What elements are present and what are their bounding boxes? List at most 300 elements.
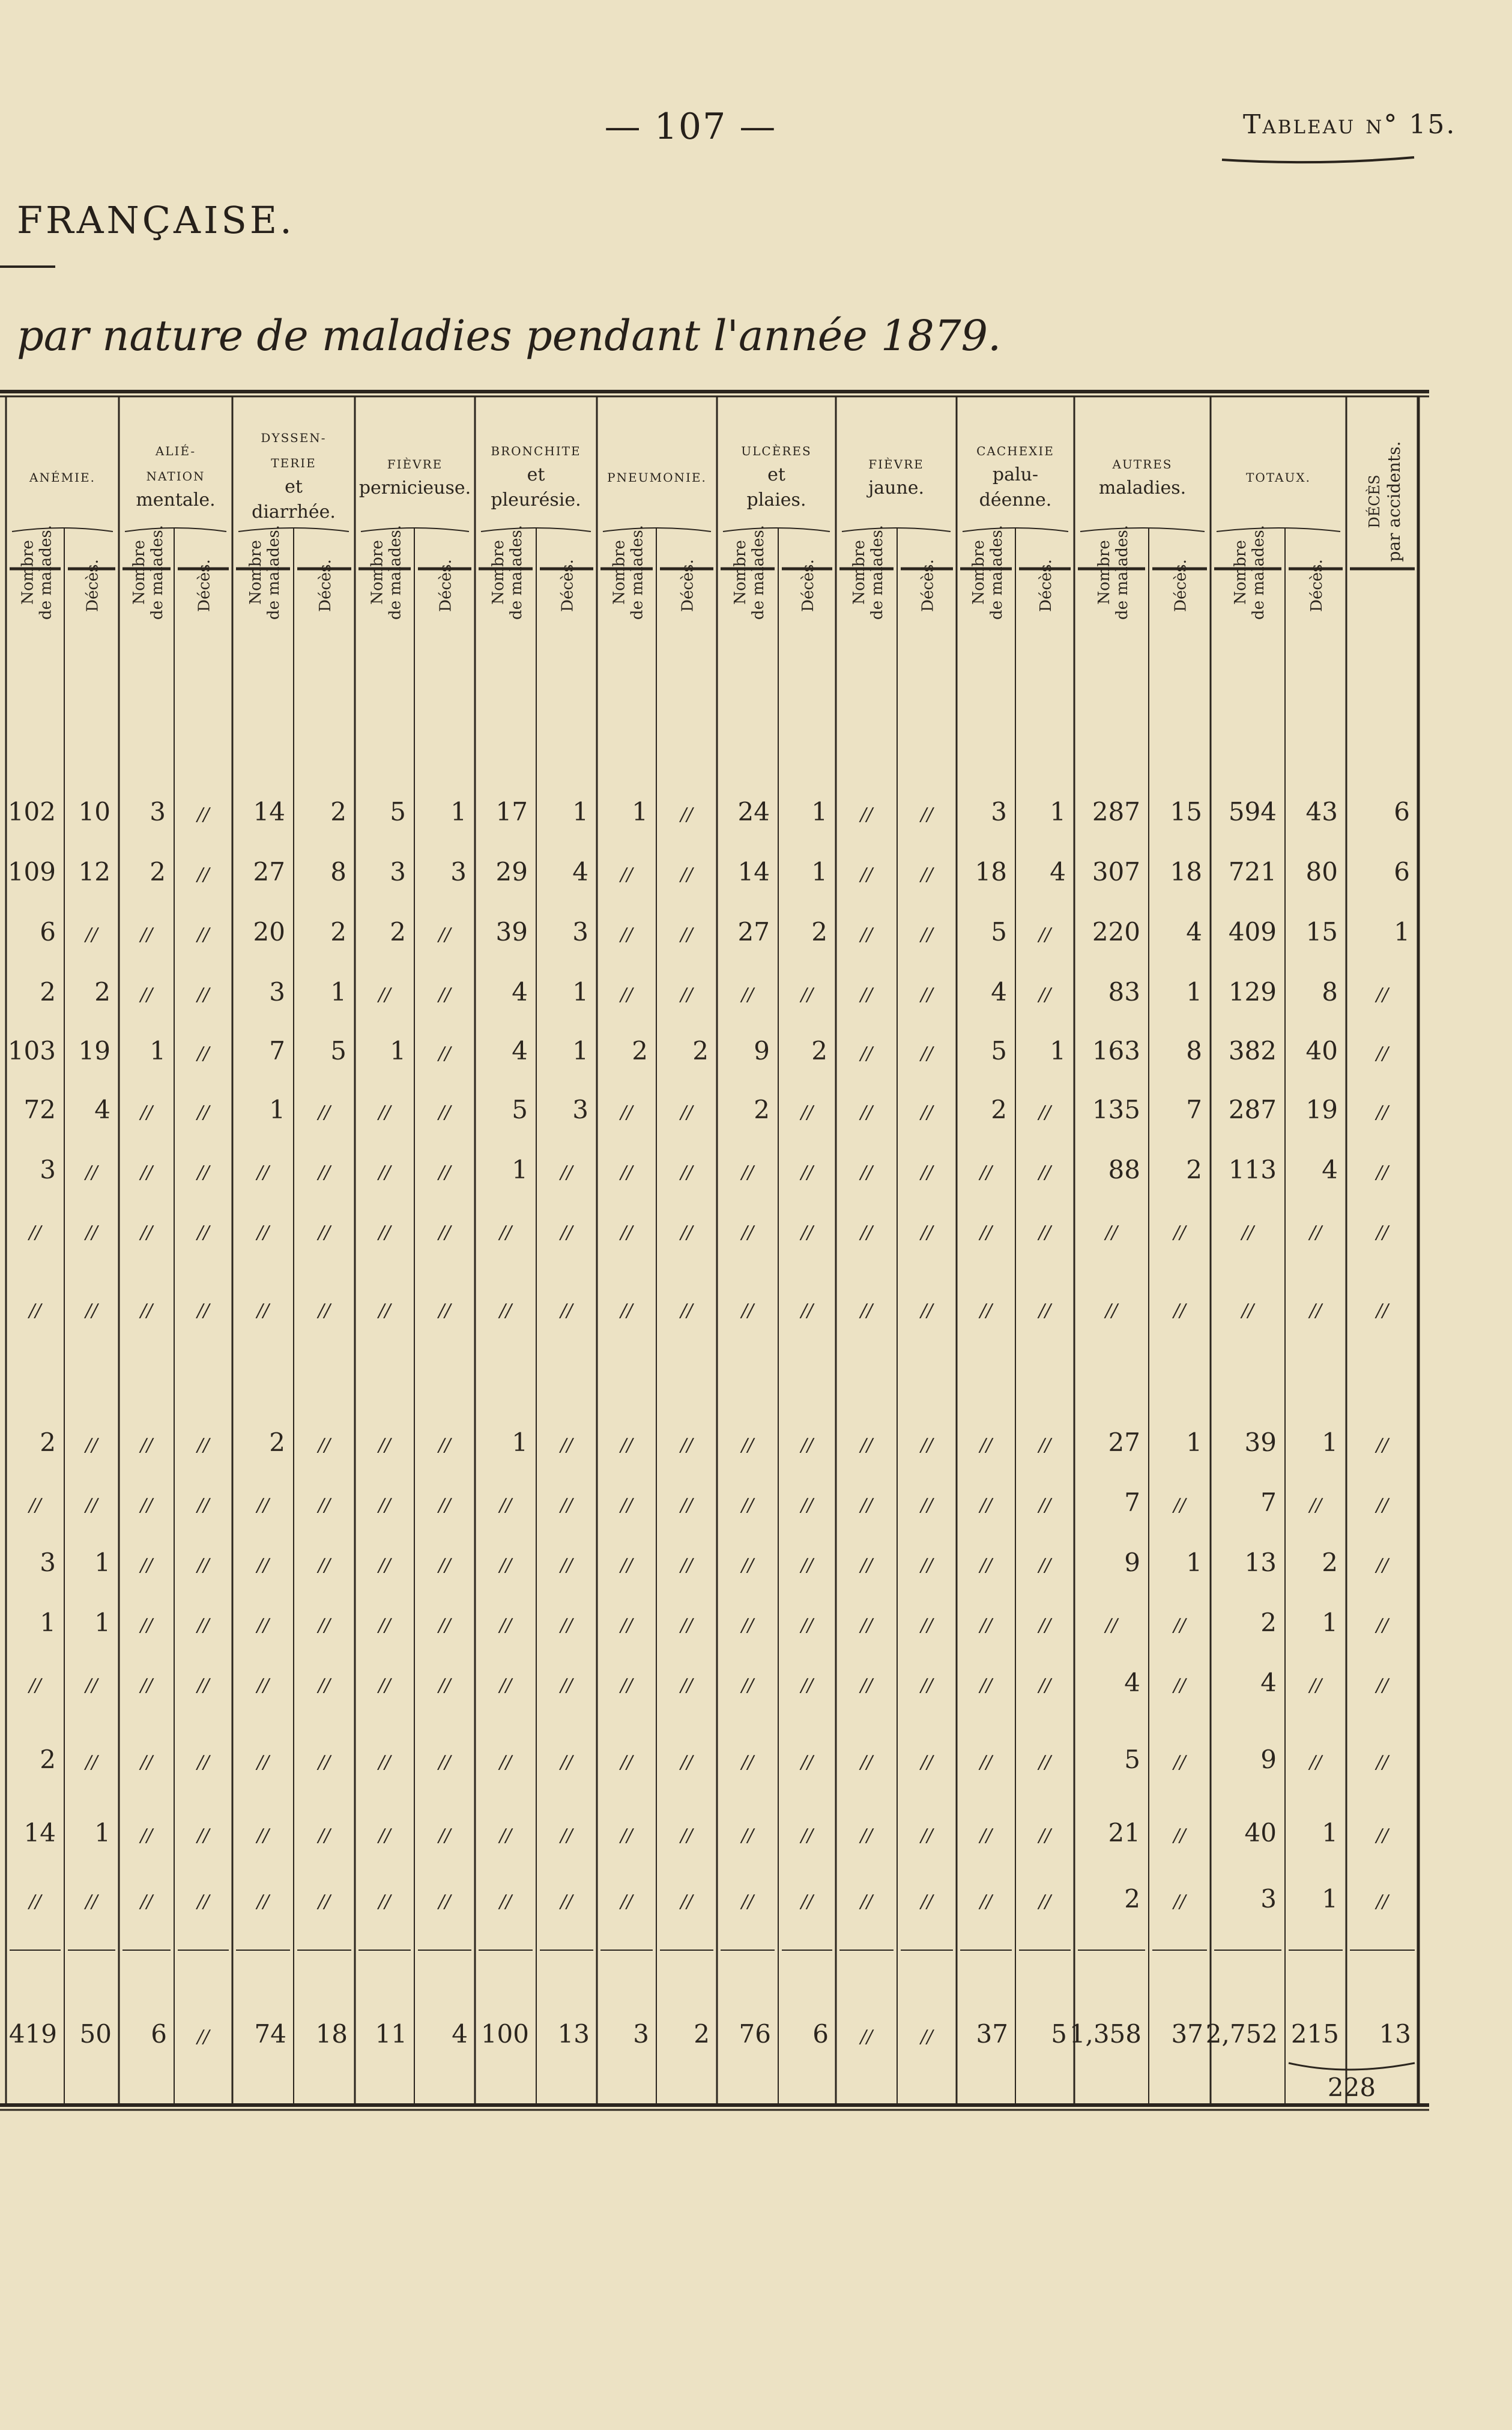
table-cell: // [860, 984, 873, 1005]
table-cell: // [1376, 1675, 1389, 1696]
total-cell: 3 [633, 2019, 649, 2049]
table-cell: // [680, 1162, 693, 1183]
subheader-line: de malades. [386, 525, 405, 620]
table-cell: 2 [330, 797, 346, 826]
table-cell: // [860, 864, 873, 885]
table-cell: // [560, 1891, 573, 1912]
header-line: et [285, 476, 303, 497]
table-cell: // [197, 1752, 210, 1773]
table-cell: 1 [632, 797, 648, 826]
total-cell: 215 [1290, 2019, 1339, 2049]
table-cell: // [1376, 1162, 1389, 1183]
table-cell: 72 [23, 1095, 56, 1124]
table-cell: // [979, 1891, 993, 1912]
table-cell: // [378, 1300, 391, 1321]
table-cell: 109 [7, 857, 56, 886]
table-cell: // [378, 1102, 391, 1123]
table-cell: // [921, 1495, 933, 1516]
table-cell: // [197, 1891, 210, 1912]
table-cell: 287 [1228, 1095, 1277, 1124]
table-cell: // [921, 1043, 933, 1064]
table-cell: // [438, 1222, 451, 1243]
table-cell: // [197, 1222, 210, 1243]
total-cell: // [921, 2026, 933, 2047]
table-cell: // [680, 1102, 693, 1123]
table-cell: // [1241, 1300, 1254, 1321]
table-cell: 1 [572, 977, 588, 1007]
table-cell: // [1105, 1222, 1118, 1243]
table-cell: 113 [1228, 1155, 1277, 1184]
table-cell: // [620, 1435, 633, 1456]
total-cell: 76 [739, 2019, 771, 2049]
table-cell: // [140, 1102, 153, 1123]
header-line: plaies. [746, 489, 806, 511]
table-cell: 40 [1305, 1036, 1338, 1065]
table-cell: // [741, 984, 754, 1005]
table-cell: 3 [991, 797, 1007, 826]
table-cell: 6 [40, 917, 56, 947]
table-cell: 8 [330, 857, 346, 886]
table-cell: // [741, 1752, 754, 1773]
table-cell: // [741, 1162, 754, 1183]
table-cell: // [197, 1043, 210, 1064]
table-cell: 2 [40, 1428, 56, 1457]
subheader-line: Nombre [1232, 540, 1250, 605]
table-cell: // [378, 1555, 391, 1576]
table-cell: // [318, 1222, 331, 1243]
table-cell: // [197, 1300, 210, 1321]
table-cell: // [318, 1435, 331, 1456]
table-cell: // [741, 1891, 754, 1912]
table-cell: // [741, 1435, 754, 1456]
table-cell: // [860, 1435, 873, 1456]
table-cell: // [620, 1891, 633, 1912]
table-cell: // [499, 1825, 512, 1846]
table-cell: 1 [1394, 917, 1410, 947]
table-cell: // [318, 1675, 331, 1696]
table-cell: // [800, 1102, 814, 1123]
table-cell: 2 [811, 917, 827, 947]
table-cell: // [680, 984, 693, 1005]
table-cell: // [921, 1752, 933, 1773]
header-brace [723, 528, 830, 532]
table-cell: 4 [1124, 1668, 1140, 1697]
table-cell: // [140, 1300, 153, 1321]
table-cell: // [29, 1675, 41, 1696]
table-cell: // [378, 984, 391, 1005]
total-cell: // [860, 2026, 873, 2047]
table-cell: 29 [495, 857, 528, 886]
subheader-line: Décès. [1037, 559, 1055, 612]
table-cell: // [1173, 1675, 1186, 1696]
table-cell: // [256, 1162, 270, 1183]
table-cell: 287 [1092, 797, 1140, 826]
table-cell: // [256, 1300, 270, 1321]
subheader-line: de malades. [1250, 525, 1268, 620]
table-cell: 1 [330, 977, 346, 1007]
subheader-deces [1037, 559, 1055, 612]
table-cell: // [378, 1752, 391, 1773]
table-cell: // [1173, 1752, 1186, 1773]
table-cell: 40 [1244, 1818, 1277, 1847]
table-cell: // [378, 1162, 391, 1183]
table-cell: // [741, 1615, 754, 1636]
table-cell: // [140, 1675, 153, 1696]
table-cell: // [680, 1891, 693, 1912]
subheader-line: de malades. [749, 525, 767, 620]
table-cell: 3 [40, 1548, 56, 1577]
table-cell: 18 [975, 857, 1007, 886]
table-cell: // [1173, 1825, 1186, 1846]
subheader-nombre [489, 525, 525, 620]
table-cell: // [860, 924, 873, 945]
table-cell: 19 [78, 1036, 110, 1065]
table-cell: 5 [512, 1095, 528, 1124]
total-cell: 37 [1171, 2019, 1203, 2049]
subheader-line: Nombre [247, 540, 265, 605]
table-cell: // [921, 1825, 933, 1846]
table-cell: // [1376, 1825, 1389, 1846]
table-cell: // [499, 1222, 512, 1243]
subheader-nombre [611, 525, 647, 620]
table-cell: // [85, 1752, 98, 1773]
table-cell: // [800, 1555, 814, 1576]
subheader-line: Nombre [731, 540, 749, 605]
table-cell: // [1173, 1615, 1186, 1636]
table-cell: // [741, 1300, 754, 1321]
table-cell: // [741, 1825, 754, 1846]
subheader-deces [799, 559, 817, 612]
table-cell: 4 [94, 1095, 110, 1124]
table-cell: // [860, 1495, 873, 1516]
table-cell: 27 [1108, 1428, 1140, 1457]
subheader-nombre [247, 525, 283, 620]
total-cell: 1,358 [1069, 2019, 1142, 2049]
table-cell: 2 [40, 1745, 56, 1774]
table-cell: 2 [991, 1095, 1007, 1124]
table-cell: // [438, 1825, 451, 1846]
total-cell: 4 [452, 2019, 468, 2049]
header-line: par accidents. [1384, 441, 1404, 562]
total-cell: 5 [1051, 2019, 1067, 2049]
table-cell: // [197, 984, 210, 1005]
table-cell: // [680, 864, 693, 885]
table-cell: 9 [754, 1036, 770, 1065]
table-cell: 7 [1260, 1488, 1277, 1517]
table-cell: // [256, 1555, 270, 1576]
subheader-deces [559, 559, 577, 612]
subheader-line: Décès. [558, 559, 577, 612]
table-cell: // [921, 984, 933, 1005]
table-cell: 80 [1305, 857, 1338, 886]
table-cell: // [256, 1495, 270, 1516]
table-cell: // [979, 1675, 993, 1696]
table-cell: 3 [450, 857, 467, 886]
total-cell: 13 [557, 2019, 590, 2049]
header-line: maladies. [1098, 477, 1187, 498]
table-cell: // [318, 1102, 331, 1123]
table-cell: // [800, 1300, 814, 1321]
table-cell: // [800, 1675, 814, 1696]
table-cell: 129 [1228, 977, 1277, 1007]
table-cell: 163 [1092, 1036, 1140, 1065]
table-cell: // [921, 1102, 933, 1123]
table-cell: 5 [390, 797, 406, 826]
table-cell: // [378, 1615, 391, 1636]
table-cell: // [1376, 1222, 1389, 1243]
subheader-line: Décès. [437, 559, 455, 612]
table-cell: 1 [811, 797, 827, 826]
table-cell: 2 [632, 1036, 648, 1065]
header-brace [1217, 528, 1340, 532]
table-cell: 1 [1186, 1548, 1202, 1577]
table-cell: // [680, 1675, 693, 1696]
table-cell: // [1376, 1495, 1389, 1516]
table-cell: // [1038, 1222, 1051, 1243]
table-cell: // [438, 1752, 451, 1773]
table-cell: 1 [1186, 977, 1202, 1007]
header-line: mentale. [136, 489, 216, 511]
table-cell: // [438, 924, 451, 945]
subheader-line: Nombre [130, 540, 148, 605]
table-cell: // [921, 1615, 933, 1636]
table-cell: // [620, 1102, 633, 1123]
table-cell: // [800, 1435, 814, 1456]
table-cell: // [979, 1825, 993, 1846]
table-cell: // [620, 984, 633, 1005]
table-cell: // [741, 1675, 754, 1696]
total-cell: 50 [79, 2019, 112, 2049]
header-line: DÉCÈS [1366, 474, 1383, 529]
table-cell: 1 [94, 1608, 110, 1637]
table-cell: 2 [390, 917, 406, 947]
table-cell: 4 [1322, 1155, 1338, 1184]
table-cell: 15 [1170, 797, 1202, 826]
table-cell: // [860, 1825, 873, 1846]
table-cell: // [1376, 1555, 1389, 1576]
table-cell: // [620, 1555, 633, 1576]
table-cell: // [1376, 1300, 1389, 1321]
table-cell: 6 [1394, 857, 1410, 886]
table-cell: // [1038, 1752, 1051, 1773]
section-title: FRANÇAISE. [17, 198, 295, 242]
header-line: déenne. [979, 489, 1052, 511]
table-cell: 1 [150, 1036, 166, 1065]
table-cell: 1 [811, 857, 827, 886]
total-cell: 74 [254, 2019, 286, 2049]
table-cell: // [140, 1495, 153, 1516]
table-cell: // [29, 1222, 41, 1243]
table-cell: // [85, 1495, 98, 1516]
table-cell: // [140, 1891, 153, 1912]
subheader-deces [1308, 559, 1326, 612]
table-cell: // [197, 1495, 210, 1516]
table-cell: 1 [1050, 797, 1066, 826]
table-cell: // [378, 1435, 391, 1456]
subheader-line: Décès. [316, 559, 334, 612]
subheader-line: Nombre [970, 540, 988, 605]
table-cell: // [1105, 1300, 1118, 1321]
table-cell: // [1038, 1555, 1051, 1576]
table-cell: 2 [754, 1095, 770, 1124]
table-cell: 1 [94, 1818, 110, 1847]
table-cell: 102 [7, 797, 56, 826]
header-brace [842, 528, 951, 532]
table-cell: // [860, 1300, 873, 1321]
table-cell: // [1038, 1825, 1051, 1846]
table-cell: // [620, 1752, 633, 1773]
table-cell: // [560, 1825, 573, 1846]
table-cell: // [620, 1495, 633, 1516]
section-rule [0, 265, 55, 268]
table-cell: 2 [1124, 1884, 1140, 1913]
table-cell: // [560, 1615, 573, 1636]
table-cell: // [1376, 1752, 1389, 1773]
table-cell: // [1376, 1043, 1389, 1064]
table-cell: // [438, 1615, 451, 1636]
table-cell: 13 [1244, 1548, 1277, 1577]
subheader-line: Décès. [83, 559, 102, 612]
total-cell: // [197, 2026, 210, 2047]
table-cell: 83 [1108, 977, 1140, 1007]
table-cell: // [860, 1891, 873, 1912]
table-cell: // [378, 1891, 391, 1912]
header-line: ULCÈRES [741, 444, 812, 458]
table-cell: // [85, 1891, 98, 1912]
table-cell: // [680, 1825, 693, 1846]
table-cell: // [378, 1495, 391, 1516]
subheader-line: de malades. [148, 525, 166, 620]
table-cell: 4 [512, 977, 528, 1007]
table-cell: 1 [572, 797, 588, 826]
header-line: diarrhée. [252, 501, 336, 523]
table-cell: // [140, 1555, 153, 1576]
table-cell: // [499, 1615, 512, 1636]
table-cell: // [680, 1300, 693, 1321]
table-cell: // [680, 1435, 693, 1456]
header-brace [125, 528, 226, 532]
table-cell: // [256, 1615, 270, 1636]
table-cell: // [921, 1435, 933, 1456]
subheader-deces [919, 559, 937, 612]
table-cell: // [800, 1495, 814, 1516]
header-line: et [527, 464, 545, 485]
table-cell: // [318, 1162, 331, 1183]
table-cell: // [741, 1555, 754, 1576]
table-cell: 4 [1260, 1668, 1277, 1697]
table-cell: // [921, 1222, 933, 1243]
table-cell: // [499, 1495, 512, 1516]
subheader-line: Décès. [799, 559, 817, 612]
subheader-line: Décès. [1308, 559, 1326, 612]
table-cell: 88 [1108, 1155, 1140, 1184]
table-cell: 6 [1394, 797, 1410, 826]
table-cell: // [318, 1615, 331, 1636]
table-cell: 307 [1092, 857, 1140, 886]
table-cell: // [620, 1300, 633, 1321]
table-cell: // [979, 1222, 993, 1243]
table-cell: 1 [1186, 1428, 1202, 1457]
table-cell: // [318, 1495, 331, 1516]
subheader-line: de malades. [1113, 525, 1131, 620]
table-cell: 1 [512, 1155, 528, 1184]
table-cell: // [560, 1300, 573, 1321]
table-cell: // [1038, 1495, 1051, 1516]
table-cell: // [140, 1162, 153, 1183]
table-cell: // [1038, 924, 1051, 945]
table-cell: 4 [512, 1036, 528, 1065]
table-cell: // [438, 1891, 451, 1912]
subheader-nombre [130, 525, 166, 620]
table-cell: // [921, 1300, 933, 1321]
subheader-line: Décès. [919, 559, 937, 612]
table-cell: // [921, 1162, 933, 1183]
table-cell: // [860, 1222, 873, 1243]
table-cell: // [499, 1675, 512, 1696]
total-cell: 6 [151, 2019, 167, 2049]
table-cell: // [85, 1675, 98, 1696]
table-cell: // [197, 804, 210, 825]
table-cell: 409 [1228, 917, 1277, 947]
subheader-line: Décès. [679, 559, 697, 612]
total-cell: 18 [315, 2019, 348, 2049]
table-cell: // [438, 1043, 451, 1064]
table-cell: // [1038, 1615, 1051, 1636]
table-cell: // [197, 924, 210, 945]
subheader-line: Nombre [19, 540, 37, 605]
table-cell: 2 [40, 977, 56, 1007]
header-line: PNEUMONIE. [607, 470, 707, 485]
table-cell: // [860, 1102, 873, 1123]
header-line: NATION [146, 469, 205, 483]
table-cell: 21 [1108, 1818, 1140, 1847]
table-cell: 9 [1260, 1745, 1277, 1774]
table-cell: // [860, 1615, 873, 1636]
grand-total-brace [1289, 2063, 1415, 2070]
table-cell: // [85, 1222, 98, 1243]
table-cell: 1 [512, 1428, 528, 1457]
table-cell: // [1173, 1222, 1186, 1243]
table-cell: 1 [1322, 1608, 1338, 1637]
table-cell: 382 [1228, 1036, 1277, 1065]
table-cell: 3 [390, 857, 406, 886]
table-cell: // [560, 1675, 573, 1696]
header-line: BRONCHITE [491, 444, 581, 458]
subheader-line: de malades. [37, 525, 55, 620]
table-cell: // [1309, 1222, 1322, 1243]
table-cell: // [140, 1752, 153, 1773]
table-cell: // [1173, 1891, 1186, 1912]
table-cell: 4 [1050, 857, 1066, 886]
table-cell: // [85, 1300, 98, 1321]
subheader-line: Nombre [610, 540, 629, 605]
table-cell: // [318, 1300, 331, 1321]
table-cell: // [860, 1162, 873, 1183]
table-cell: 3 [40, 1155, 56, 1184]
table-cell: // [256, 1825, 270, 1846]
table-cell: 1 [1322, 1818, 1338, 1847]
table-cell: // [1241, 1222, 1254, 1243]
table-cell: // [318, 1752, 331, 1773]
subheader-line: de malades. [868, 525, 886, 620]
table-cell: // [921, 1891, 933, 1912]
table-cell: // [680, 804, 693, 825]
table-cell: // [680, 1555, 693, 1576]
table-cell: 7 [269, 1036, 285, 1065]
table-cell: // [1376, 1891, 1389, 1912]
table-cell: // [378, 1675, 391, 1696]
table-cell: 2 [1322, 1548, 1338, 1577]
